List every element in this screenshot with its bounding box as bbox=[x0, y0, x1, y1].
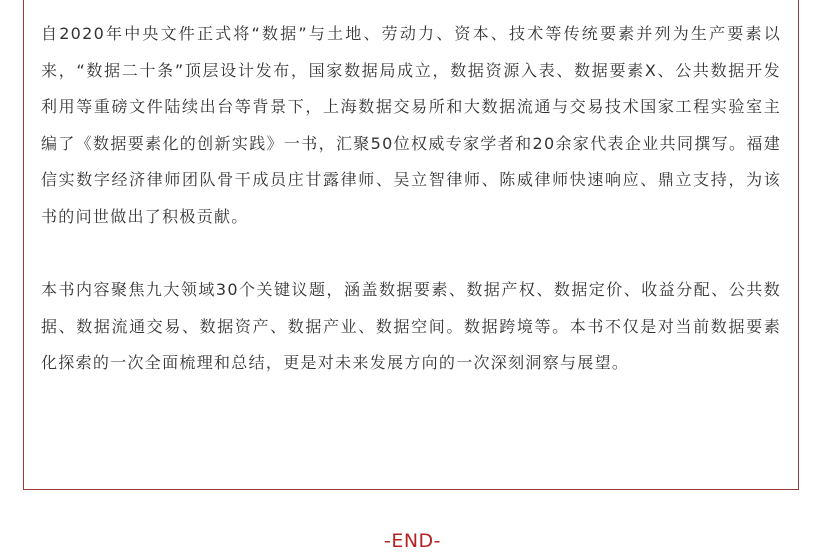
article-frame bbox=[23, 0, 799, 490]
end-mark: -END- bbox=[383, 530, 442, 552]
article-paragraph-2: 本书内容聚焦九大领域30个关键议题，涵盖数据要素、数据产权、数据定价、收益分配、公共数据、数据流通交易、数据资产、数据产业、数据空间。数据跨境等。本书不仅是对当前数据要素化探索的一次全面梳理和总结，更是对未来发展方向的一次深刻洞察与展望。 bbox=[41, 280, 781, 373]
article-paragraph-1: 自2020年中央文件正式将“数据”与土地、劳动力、资本、技术等传统要素并列为生产要素以来，“数据二十条”顶层设计发布，国家数据局成立，数据资源入表、数据要素X、公共数据开发利用等重磅文件陆续出台等背景下，上海数据交易所和大数据流通与交易技术国家工程实验室主编了《数据要素化的创新实践》一书，汇聚50位权威专家学者和20余家代表企业共同撰写。福建信实数字经济律师团队骨干成员庄甘露律师、吴立智律师、陈威律师快速响应、鼎立支持，为该书的问世做出了积极贡献。 bbox=[41, 24, 781, 226]
